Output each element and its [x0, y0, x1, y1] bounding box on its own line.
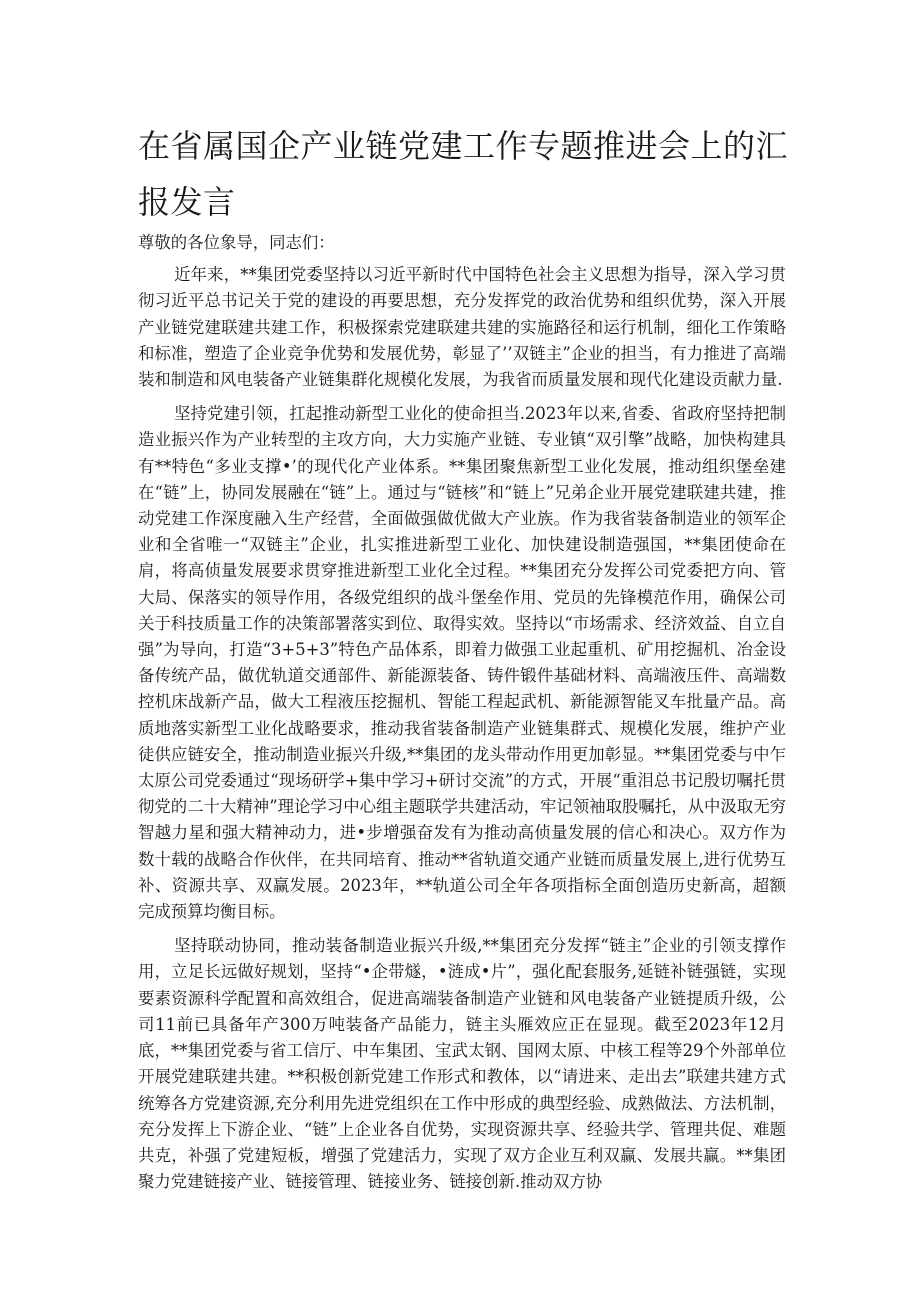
paragraph-2: 坚持党建引领，扛起推动新型工业化的使命担当.2023年以来,省委、省政府坚持把制造业振兴作为产业转型的主攻方向，大力实施产业链、专业镇“双引擎”战略，加快构建具有**特色“多业支撑•’的现代化产业体系。**集团聚焦新型工业化发展，推动组织堡垒建在“链”上，协同发展融在“链”上。通过与“链核”和“链上”兄弟企业开展党建联建共建，推动党建工作深度融入生产经营，全面做强做优做大产业族。作为我省装备制造业的领军企业和全省唯一“双链主”企业，扎实推进新型工业化、加快建设制造强国，**集团使命在肩，将高侦量发展要求贯穿推进新型工业化全过程。**集团充分发挥公司党委把方向、管大局、保落实的领导作用，各级党组织的战斗堡垒作用、党员的先锋模范作用，确保公司关于科技质量工作的决策部署落实到位、取得实效。坚持以“市场需求、经济效益、自立自强”为导向，打造“3+5+3”特色产品体系，即着力做强工业起重机、矿用挖掘机、冶金设备传统产品，做优轨道交通部件、新能源装备、铸件锻件基础材料、高端液压件、高端数控机床战新产品，做大工程液压挖掘机、智能工程起武机、新能源智能叉车批量产品。高质地落实新型工业化战略要求，推动我省装备制造产业链集群式、规模化发展，维护产业徒供应链安全，推动制造业振兴升级,**集团的龙头带动作用更加彰显。**集团党委与中乍太原公司党委通过“现场研学+集中学习+研讨交流”的方式，开展“重泪总书记殷切嘱托贯彻党的二十大精神”理论学习中心组主题联学共建活动，牢记领袖取股嘱托，从中汲取无穷智越力星和强大精神动力，进•步增强奋发有为推动高侦量发展的信心和决心。双方作为数十载的战略合作伙伴，在共同培育、推动**省轨道交通产业链而质量发展上,进行优势互补、资源共享、双赢发展。2023年，**轨道公司全年各项指标全面创造历史新高，超额完成预算均衡目标。 [138, 404, 786, 922]
paragraph-3: 坚持联动协同，推动装备制造业振兴升级,**集团充分发挥“链主”企业的引领支撑作用，立足长远做好规划，坚持“•企带燧，•涟成•片”，强化配套服务,延链补链强链，实现要素资源科学配置和高效组合，促进高端装备制造产业链和风电装备产业链提质升级，公司11前已具备年产300万吨装备产品能力，链主头雁效应正在显现。截至2023年12月底，**集团党委与省工信厅、中车集团、宝武太钢、国网太原、中核工程等29个外部单位开展党建联建共建。**积极创新党建工作形式和教体，以“请进来、走出去”联建共建方式统筹各方党建资源,充分利用先进党组织在工作中形成的典型经验、成熟做法、方法机制，充分发挥上下游企业、“链”上企业各自优势，实现资源共享、经验共学、管理共促、难题共克，补强了党建短板，增强了党建活力，实现了双方企业互利双赢、发展共赢。**集团聚力党建链接产业、链接管理、链接业务、链接创新.推动双方协 [138, 936, 786, 1192]
document-title: 在省属国企产业链党建工作专题推进会上的汇报发言 [138, 127, 789, 221]
document-body [138, 230, 786, 1203]
paragraph-1: 近年来，**集团党委坚持以习近平新时代中国特色社会主义思想为指导，深入学习贯彻习近平总书记关于党的建设的再要思想，充分发挥党的政治优势和组织优势，深入开展产业链党建联建共建工作，积极探索党建联建共建的实施路径和运行机制，细化工作策略和标准，塑造了企业竞争优势和发展优势，彰显了’’双链主”企业的担当，有力推进了高端装和制造和风电装备产业链集群化规模化发展，为我省而质量发展和现代化建设贡献力量. [138, 265, 786, 390]
salutation: 尊敬的各位象导，同志们： [138, 233, 335, 252]
